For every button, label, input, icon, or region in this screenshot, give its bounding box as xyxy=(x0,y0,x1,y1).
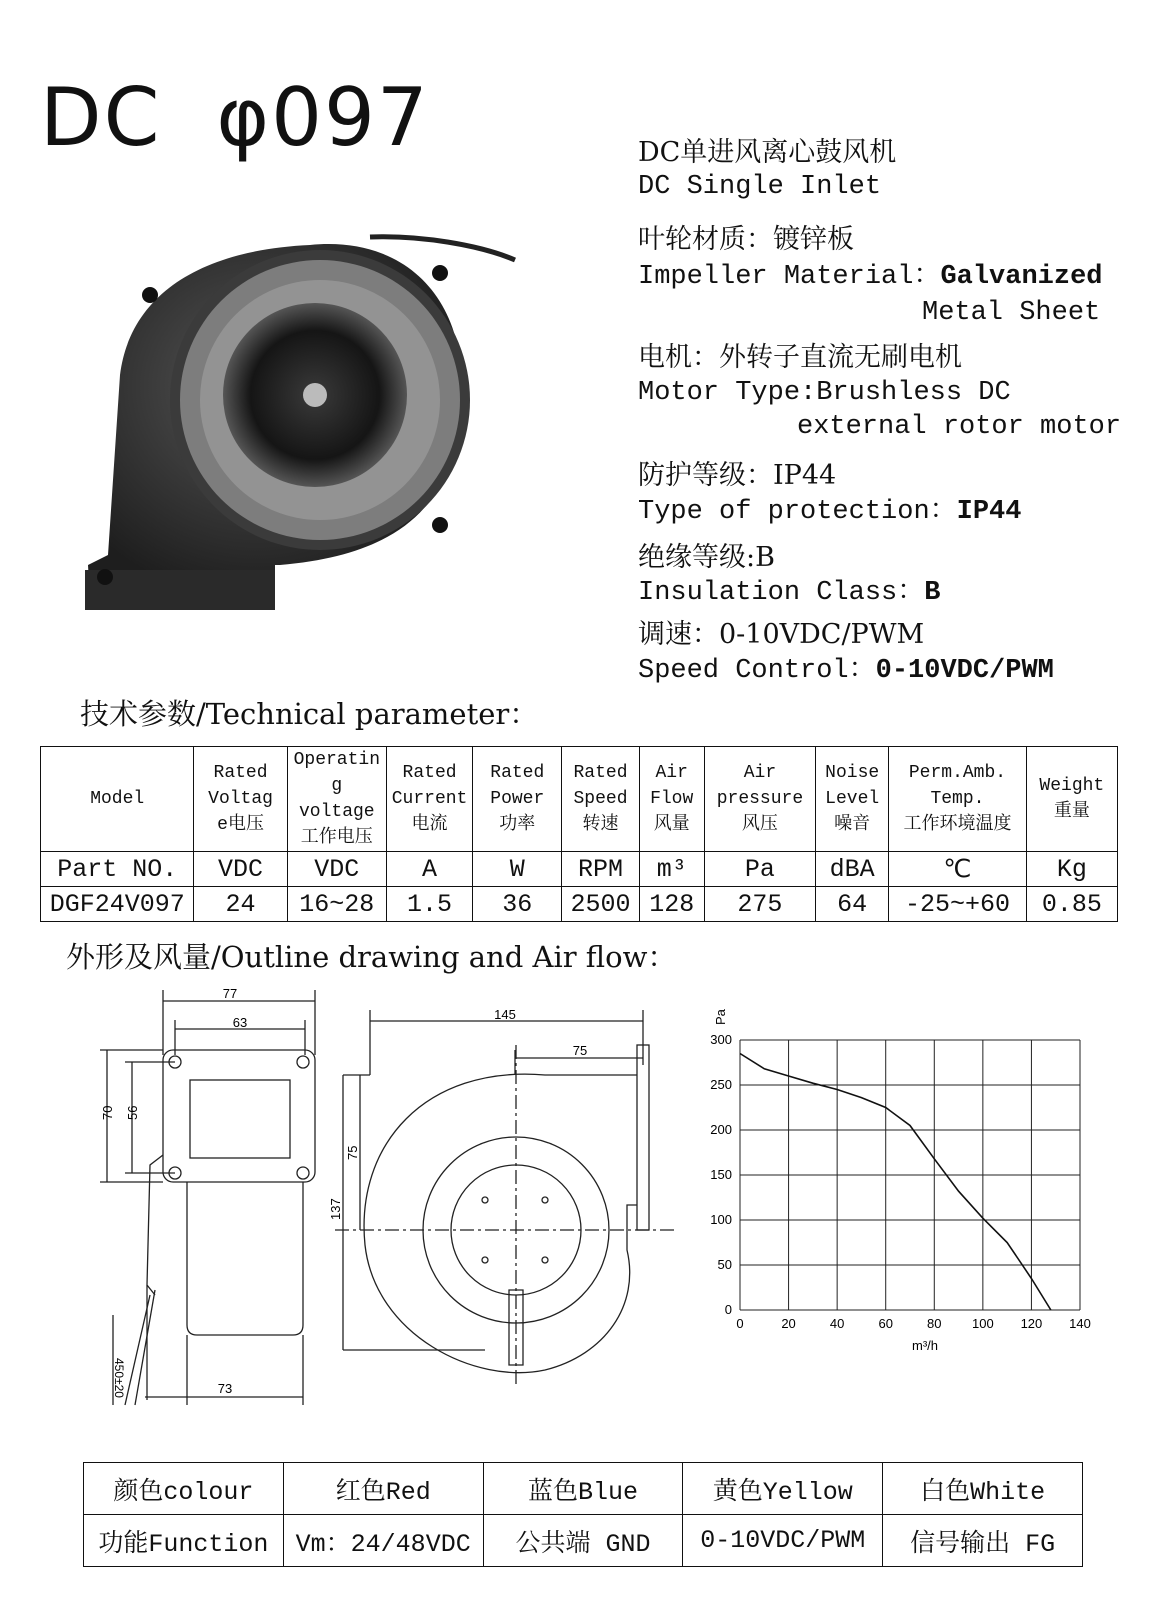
wire-color-table xyxy=(83,1462,1083,1567)
front-view-drawing xyxy=(328,1005,685,1405)
wire-color-row xyxy=(84,1463,1083,1515)
wire-function-cell: Vm：24/48VDC xyxy=(283,1515,483,1567)
spec-en-impeller xyxy=(638,260,1102,295)
airflow-chart xyxy=(695,1005,1115,1365)
pressure-flow-curve xyxy=(740,1054,1051,1311)
spec-en-speed-value: 0-10VDC/PWM xyxy=(875,656,1054,686)
y-tick-label: 150 xyxy=(710,1167,732,1182)
product-title: DC φ097 xyxy=(40,71,430,164)
parameter-header-line: Temp. xyxy=(930,789,985,809)
parameter-value-cell: -25~+60 xyxy=(889,887,1026,922)
parameter-unit-cell: ℃ xyxy=(889,852,1026,887)
x-tick-label: 20 xyxy=(781,1316,796,1331)
parameter-unit-row xyxy=(41,852,1118,887)
parameter-header-line: 噪音 xyxy=(834,815,871,835)
blower-base xyxy=(85,570,275,610)
parameter-unit-cell: W xyxy=(473,852,562,887)
parameter-header-cell xyxy=(704,747,815,852)
parameter-header-cell xyxy=(816,747,889,852)
spec-en-protection-label: Type of protection： xyxy=(638,497,957,527)
parameter-value-cell: 16~28 xyxy=(287,887,386,922)
parameter-header-line: Operatin xyxy=(293,750,381,770)
wire-function-row xyxy=(84,1515,1083,1567)
parameter-header-line: e电压 xyxy=(217,815,264,835)
spec-en-speed-label: Speed Control： xyxy=(638,656,876,686)
parameter-header-line: Rated xyxy=(402,763,457,783)
wire-color-cell: 蓝色Blue xyxy=(483,1463,683,1515)
y-tick-label: 50 xyxy=(717,1257,732,1272)
parameter-header-cell xyxy=(386,747,472,852)
blower-photo xyxy=(80,225,545,635)
parameter-header-line: 风量 xyxy=(653,815,690,835)
wire-color-cell: 白色White xyxy=(883,1463,1083,1515)
parameter-header-line: voltage xyxy=(298,802,375,822)
parameter-header-line: Flow xyxy=(650,789,694,809)
spec-en-impeller-value2: Metal Sheet xyxy=(922,298,1101,328)
technical-parameter-heading: 技术参数/Technical parameter： xyxy=(80,697,539,731)
spec-cn-speed: 调速：0-10VDC/PWM xyxy=(638,619,925,650)
parameter-header-line: Model xyxy=(90,789,145,809)
parameter-value-row xyxy=(41,887,1118,922)
dim-145: 145 xyxy=(494,1007,516,1022)
parameter-header-line: 重量 xyxy=(1053,802,1090,822)
dim-56: 56 xyxy=(125,1105,140,1120)
dim-cable: 450±20 xyxy=(112,1358,126,1398)
spec-en-impeller-value: Galvanized xyxy=(940,262,1103,292)
parameter-unit-cell: RPM xyxy=(562,852,639,887)
dim-137: 137 xyxy=(328,1198,343,1220)
spec-en-motor1: Motor Type:Brushless DC xyxy=(638,378,1011,408)
parameter-unit-cell: Kg xyxy=(1026,852,1117,887)
spec-en-type: DC Single Inlet xyxy=(638,172,882,202)
parameter-value-cell: 1.5 xyxy=(386,887,472,922)
mount-screw xyxy=(97,569,113,585)
cable xyxy=(370,237,515,260)
parameter-header-cell xyxy=(473,747,562,852)
x-tick-label: 120 xyxy=(1020,1316,1043,1331)
dim-73: 73 xyxy=(217,1381,233,1396)
y-tick-label: 100 xyxy=(710,1212,732,1227)
parameter-unit-cell: m³ xyxy=(639,852,704,887)
parameter-header-cell xyxy=(194,747,287,852)
parameter-unit-cell: Part NO. xyxy=(41,852,194,887)
spec-en-speed xyxy=(638,654,1054,689)
shaft xyxy=(303,383,327,407)
parameter-header-cell xyxy=(889,747,1026,852)
parameter-header-cell xyxy=(287,747,386,852)
parameter-header-line: g xyxy=(331,776,343,796)
spec-en-motor2: external rotor motor xyxy=(797,412,1122,442)
wire-color-cell: 红色Red xyxy=(283,1463,483,1515)
spec-cn-impeller: 叶轮材质：镀锌板 xyxy=(638,224,854,255)
parameter-unit-cell: dBA xyxy=(816,852,889,887)
parameter-header-line: Speed xyxy=(573,789,628,809)
y-tick-label: 250 xyxy=(710,1077,732,1092)
parameter-unit-cell: Pa xyxy=(704,852,815,887)
spec-en-protection-value: IP44 xyxy=(956,497,1022,527)
spec-en-protection xyxy=(638,495,1021,530)
x-tick-label: 140 xyxy=(1069,1316,1091,1331)
parameter-header-line: Rated xyxy=(573,763,628,783)
spec-en-insulation-label: Insulation Class： xyxy=(638,578,925,608)
dim-75-horizontal: 75 xyxy=(572,1043,588,1058)
parameter-table xyxy=(40,746,1118,922)
parameter-header-line: pressure xyxy=(716,789,804,809)
x-tick-label: 60 xyxy=(878,1316,893,1331)
parameter-value-cell: 2500 xyxy=(562,887,639,922)
parameter-header-cell xyxy=(1026,747,1117,852)
y-tick-label: 300 xyxy=(710,1032,732,1047)
side-view-drawing xyxy=(95,985,335,1425)
parameter-header-line: 工作环境温度 xyxy=(903,815,1012,835)
wire-function-cell: 公共端 GND xyxy=(483,1515,683,1567)
parameter-header-line: Noise xyxy=(825,763,880,783)
parameter-header-row xyxy=(41,747,1118,852)
mount-screw xyxy=(142,287,158,303)
parameter-header-cell xyxy=(639,747,704,852)
parameter-header-line: Voltag xyxy=(208,789,273,809)
wire-color-cell: 颜色colour xyxy=(84,1463,284,1515)
spec-en-insulation-value: B xyxy=(924,578,941,608)
parameter-header-line: Rated xyxy=(490,763,545,783)
wire-function-cell: 信号输出 FG xyxy=(883,1515,1083,1567)
parameter-value-cell: 128 xyxy=(639,887,704,922)
chart-ticks xyxy=(710,1032,1091,1331)
parameter-value-cell: 24 xyxy=(194,887,287,922)
parameter-header-line: Perm.Amb. xyxy=(908,763,1007,783)
outline-heading: 外形及风量/Outline drawing and Air flow： xyxy=(66,940,677,974)
parameter-header-line: 电流 xyxy=(411,815,448,835)
parameter-header-line: 工作电压 xyxy=(300,828,373,848)
wire-function-cell: 0-10VDC/PWM xyxy=(683,1515,883,1567)
spec-en-impeller-label: Impeller Material： xyxy=(638,262,941,292)
parameter-value-cell: 64 xyxy=(816,887,889,922)
parameter-header-line: Weight xyxy=(1039,776,1105,796)
x-tick-label: 40 xyxy=(829,1316,845,1331)
mount-screw xyxy=(432,265,448,281)
x-tick-label: 100 xyxy=(972,1316,994,1331)
x-axis-label: m³/h xyxy=(912,1338,938,1353)
spec-en-insulation xyxy=(638,576,940,611)
spec-cn-type: DC单进风离心鼓风机 xyxy=(638,137,897,168)
wire-color-cell: 黄色Yellow xyxy=(683,1463,883,1515)
parameter-header-line: 功率 xyxy=(499,815,536,835)
parameter-value-cell: 36 xyxy=(473,887,562,922)
parameter-header-line: Air xyxy=(743,763,777,783)
dim-77: 77 xyxy=(222,986,238,1001)
spec-cn-protection: 防护等级：IP44 xyxy=(638,460,837,491)
dim-70: 70 xyxy=(100,1105,115,1120)
parameter-unit-cell: VDC xyxy=(194,852,287,887)
parameter-header-line: Level xyxy=(825,789,880,809)
parameter-header-line: Current xyxy=(391,789,468,809)
y-tick-label: 200 xyxy=(710,1122,732,1137)
dim-75-vertical: 75 xyxy=(345,1145,360,1160)
parameter-header-cell xyxy=(41,747,194,852)
parameter-unit-cell: VDC xyxy=(287,852,386,887)
parameter-header-cell xyxy=(562,747,639,852)
x-tick-label: 0 xyxy=(736,1316,744,1331)
y-tick-label: 0 xyxy=(724,1302,732,1317)
mount-screw xyxy=(432,517,448,533)
parameter-value-cell: 0.85 xyxy=(1026,887,1117,922)
dim-63: 63 xyxy=(232,1015,248,1030)
chart-grid xyxy=(740,1040,1080,1310)
parameter-unit-cell: A xyxy=(386,852,472,887)
parameter-value-cell: 275 xyxy=(704,887,815,922)
y-axis-label: Pa xyxy=(713,1009,728,1025)
parameter-header-line: Air xyxy=(655,763,688,783)
parameter-value-cell: DGF24V097 xyxy=(41,887,194,922)
x-tick-label: 80 xyxy=(927,1316,942,1331)
spec-cn-insulation: 绝缘等级:B xyxy=(638,542,775,573)
parameter-header-line: 风压 xyxy=(741,815,778,835)
parameter-header-line: 转速 xyxy=(582,815,619,835)
spec-cn-motor: 电机：外转子直流无刷电机 xyxy=(638,342,962,373)
wire-function-cell: 功能Function xyxy=(84,1515,284,1567)
parameter-header-line: Rated xyxy=(213,763,268,783)
parameter-header-line: Power xyxy=(490,789,545,809)
